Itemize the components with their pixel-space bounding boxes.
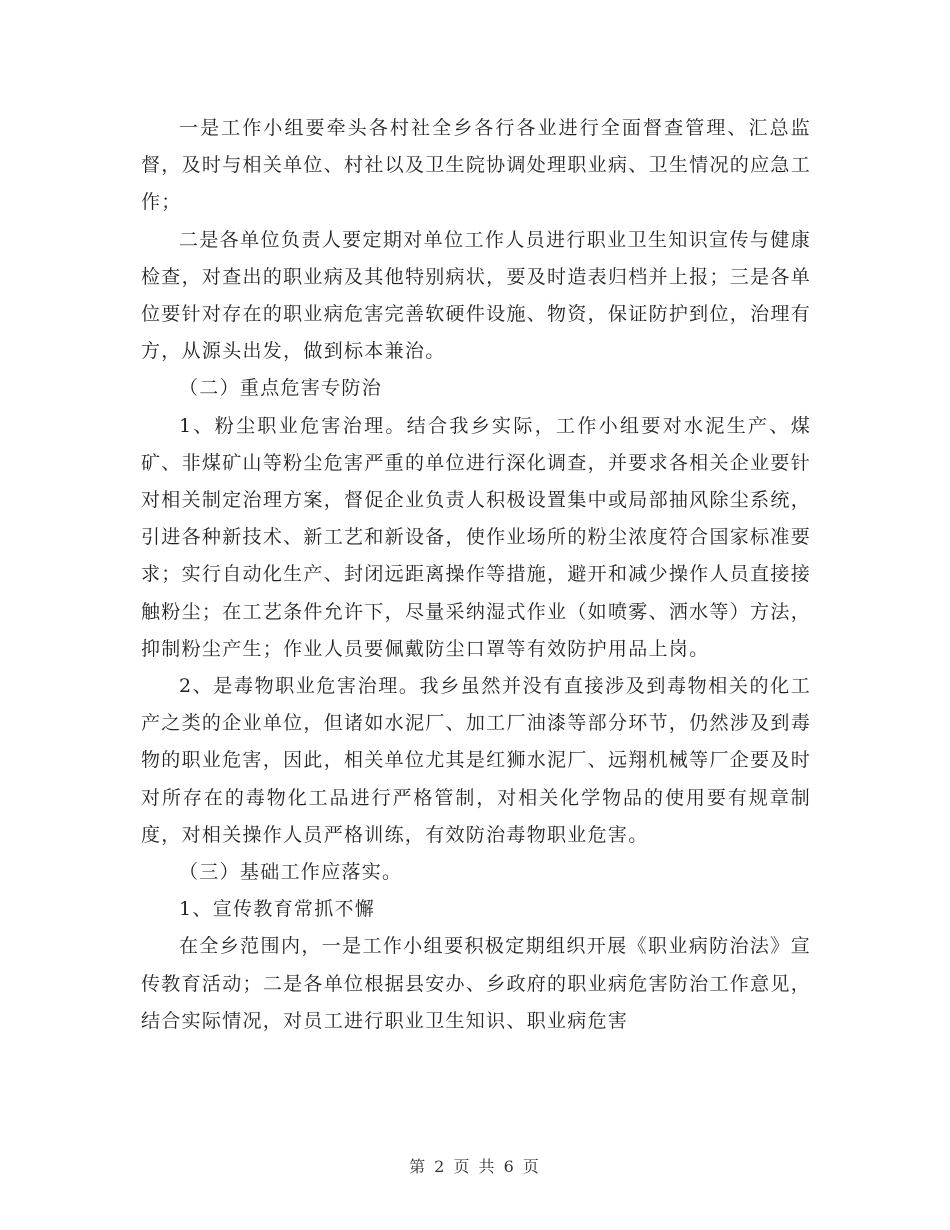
- page-number-footer: 第 2 页 共 6 页: [409, 1157, 541, 1176]
- paragraph-toxic-hazard: 2、是毒物职业危害治理。我乡虽然并没有直接涉及到毒物相关的化工产之类的企业单位，但诸如水泥厂、加工厂油漆等部分环节，仍然涉及到毒物的职业危害，因此，相关单位尤其是红狮水泥厂、远翔机械等厂企要及时对所存在的毒物化工品进行严格管制，对相关化学物品的使用要有规章制度，对相关操作人员严格训练，有效防治毒物职业危害。: [141, 675, 811, 846]
- paragraph-publicity-education: 在全乡范围内，一是工作小组要积极定期组织开展《职业病防治法》宣传教育活动；二是各单位根据县安办、乡政府的职业病危害防治工作意见，结合实际情况，对员工进行职业卫生知识、职业病危害: [141, 935, 811, 1032]
- subheading-publicity-education: 1、宣传教育常抓不懈: [179, 898, 376, 921]
- section-heading-basic-work: （三）基础工作应落实。: [179, 861, 403, 884]
- paragraph-health-check: 二是各单位负责人要定期对单位工作人员进行职业卫生知识宣传与健康检查，对查出的职业病及其他特别病状，要及时造表归档并上报；三是各单位要针对存在的职业病危害完善软硬件设施、物资，保证防护到位，治理有方，从源头出发，做到标本兼治。: [141, 228, 811, 363]
- section-heading-key-hazards: （二）重点危害专防治: [179, 377, 383, 400]
- paragraph-dust-hazard: 1、粉尘职业危害治理。结合我乡实际，工作小组要对水泥生产、煤矿、非煤矿山等粉尘危害严重的单位进行深化调查，并要求各相关企业要针对相关制定治理方案，督促企业负责人积极设置集中或局部抽风除尘系统，引进各种新技术、新工艺和新设备，使作业场所的粉尘浓度符合国家标准要求；实行自动化生产、封闭远距离操作等措施，避开和减少操作人员直接接触粉尘；在工艺条件允许下，尽量采纳湿式作业（如喷雾、洒水等）方法，抑制粉尘产生；作业人员要佩戴防尘口罩等有效防护用品上岗。: [141, 414, 811, 660]
- paragraph-supervision: 一是工作小组要牵头各村社全乡各行各业进行全面督查管理、汇总监督，及时与相关单位、村社以及卫生院协调处理职业病、卫生情况的应急工作；: [141, 117, 811, 214]
- document-body: [141, 110, 811, 1040]
